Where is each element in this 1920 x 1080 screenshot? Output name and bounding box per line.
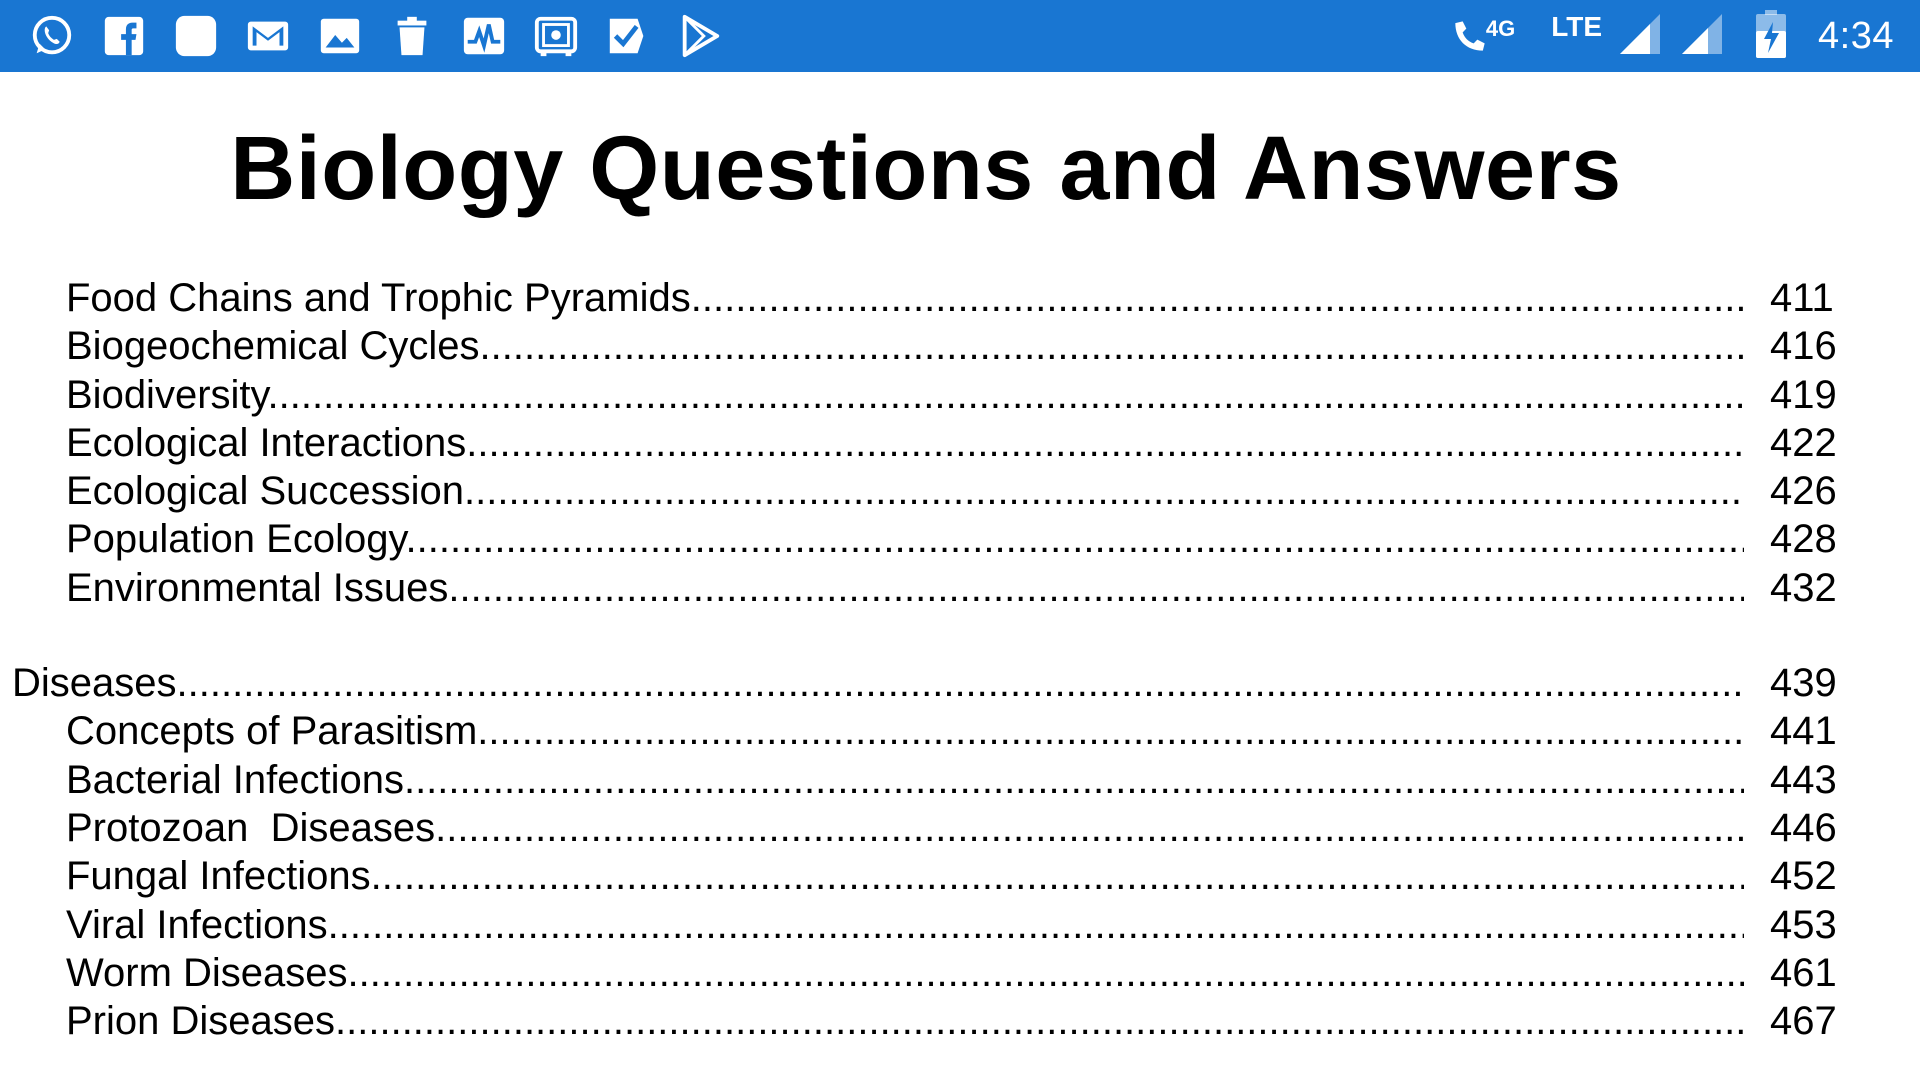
toc-entry	[66, 322, 1744, 370]
toc-row[interactable]	[0, 756, 1920, 804]
toc-page-number: 416	[1770, 324, 1837, 369]
toc-entry-title: Fungal Infections	[66, 854, 371, 899]
toc-row[interactable]	[0, 419, 1920, 467]
toc-row[interactable]	[0, 274, 1920, 322]
dot-leader	[268, 373, 1744, 417]
activity-chart-icon[interactable]	[460, 12, 508, 60]
signal-strength-sim1-icon	[1616, 10, 1664, 63]
dot-leader	[448, 566, 1744, 610]
task-check-icon[interactable]	[604, 12, 652, 60]
network-4g-label: 4G	[1485, 16, 1516, 41]
toc-page-number: 432	[1770, 565, 1837, 610]
toc-page-number: 426	[1770, 469, 1837, 514]
toc-entry-title: Food Chains and Trophic Pyramids	[66, 276, 691, 320]
toc-entry	[66, 949, 1744, 997]
status-bar	[0, 0, 1920, 72]
toc-row[interactable]	[0, 515, 1920, 563]
facebook-icon[interactable]	[100, 12, 148, 60]
toc-entry-title: Bacterial Infections	[66, 757, 404, 802]
toc-page-number: 443	[1770, 757, 1837, 802]
dot-leader	[691, 276, 1744, 320]
document-title: Biology Questions and Answers	[230, 119, 1622, 219]
toc-entry	[66, 515, 1744, 563]
toc-entry	[66, 564, 1744, 612]
toc-row[interactable]	[0, 804, 1920, 852]
toc-entry-title: Biodiversity	[66, 372, 268, 417]
blank-app-icon[interactable]	[172, 12, 220, 60]
toc-entry	[66, 997, 1744, 1045]
toc-entry-title: Protozoan Diseases	[66, 805, 436, 850]
toc-entry-title: Worm Diseases	[66, 950, 348, 995]
dot-leader	[328, 903, 1744, 947]
toc-page-number: 452	[1770, 854, 1837, 899]
toc-row[interactable]	[0, 467, 1920, 515]
toc-row[interactable]	[0, 707, 1920, 755]
toc-entry-title: Concepts of Parasitism	[66, 709, 478, 754]
play-store-icon[interactable]	[676, 12, 724, 60]
dot-leader	[404, 758, 1744, 802]
dot-leader	[466, 421, 1744, 465]
whatsapp-icon[interactable]	[28, 12, 76, 60]
toc-page-number: 411	[1770, 276, 1834, 320]
dot-leader	[348, 951, 1744, 995]
toc-entry-title: Diseases	[12, 661, 177, 706]
toc-section-row[interactable]	[0, 659, 1920, 707]
dot-leader	[335, 999, 1744, 1043]
system-status	[1448, 0, 1894, 72]
dot-leader	[371, 854, 1744, 898]
toc-page-number: 446	[1770, 805, 1837, 850]
toc-entry-title: Environmental Issues	[66, 565, 449, 610]
toc-entry	[66, 467, 1744, 515]
toc-row[interactable]	[0, 949, 1920, 997]
toc-entry	[66, 852, 1744, 900]
toc-page-number: 441	[1770, 709, 1837, 754]
dot-leader	[177, 661, 1744, 705]
toc-row[interactable]	[0, 997, 1920, 1045]
toc-entry-title: Population Ecology	[66, 517, 406, 562]
toc-entry	[66, 274, 1744, 322]
toc-page-number: 428	[1770, 517, 1837, 562]
toc-page-number: 467	[1770, 999, 1837, 1044]
toc-entry-title: Viral Infections	[66, 902, 328, 947]
dot-leader	[477, 709, 1744, 753]
toc-entry-title: Biogeochemical Cycles	[66, 324, 480, 369]
toc-row[interactable]	[0, 901, 1920, 949]
toc-page-number: 453	[1770, 902, 1837, 947]
toc-page-number: 422	[1770, 420, 1837, 465]
toc-entry-title: Prion Diseases	[66, 999, 336, 1044]
table-of-contents	[0, 274, 1920, 1045]
dot-leader	[464, 469, 1744, 513]
toc-entry	[66, 901, 1744, 949]
toc-entry	[66, 371, 1744, 419]
safe-icon[interactable]	[532, 12, 580, 60]
toc-row[interactable]	[0, 564, 1920, 612]
toc-entry	[66, 804, 1744, 852]
toc-page-number: 439	[1770, 661, 1837, 706]
gallery-icon[interactable]	[316, 12, 364, 60]
trash-icon[interactable]	[388, 12, 436, 60]
toc-page-number: 461	[1770, 950, 1837, 995]
toc-entry	[66, 756, 1744, 804]
toc-entry	[12, 659, 1744, 707]
volte-call-indicator	[1448, 14, 1515, 58]
toc-entry	[66, 707, 1744, 755]
battery-charging-icon	[1754, 9, 1788, 64]
network-lte-label: LTE	[1551, 11, 1603, 42]
toc-page-number: 419	[1770, 372, 1837, 417]
dot-leader	[435, 806, 1744, 850]
toc-row[interactable]	[0, 371, 1920, 419]
toc-entry-title: Ecological Interactions	[66, 420, 467, 465]
toc-row[interactable]	[0, 852, 1920, 900]
clock-time: 4:34	[1818, 14, 1894, 57]
dot-leader	[480, 324, 1744, 368]
toc-entry	[66, 419, 1744, 467]
signal-strength-sim2-icon	[1678, 10, 1726, 63]
gmail-icon[interactable]	[244, 12, 292, 60]
toc-row[interactable]	[0, 322, 1920, 370]
notification-icons	[0, 0, 748, 72]
toc-entry-title: Ecological Succession	[66, 469, 464, 514]
dot-leader	[406, 517, 1745, 561]
